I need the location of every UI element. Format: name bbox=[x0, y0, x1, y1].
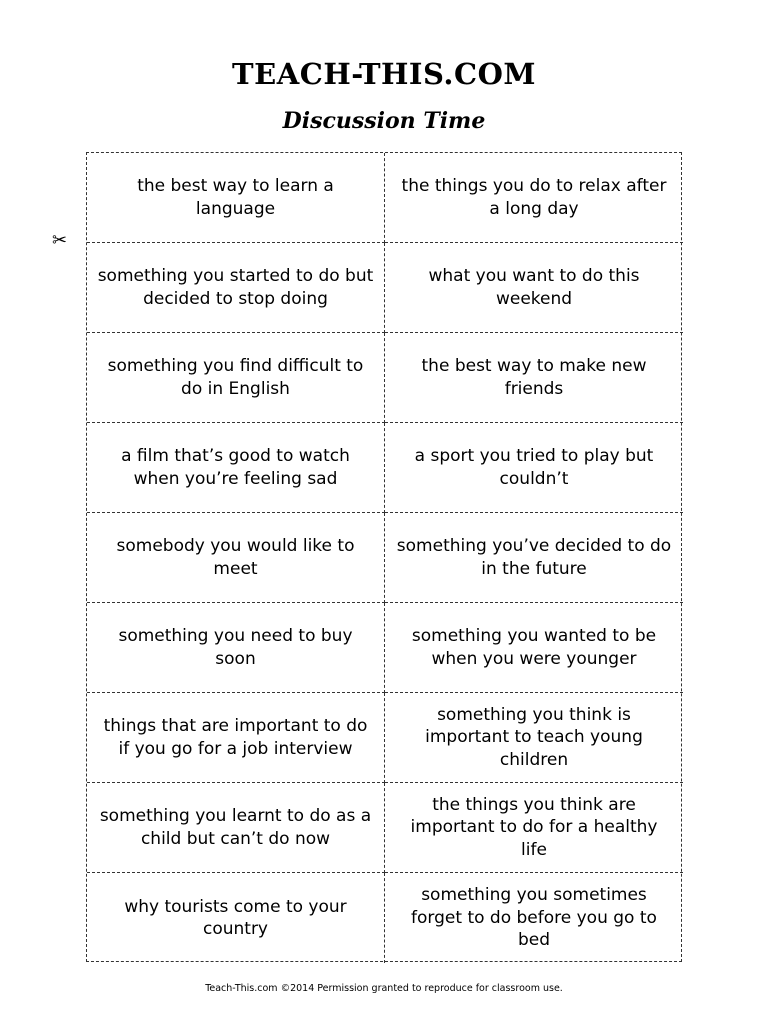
discussion-card: somebody you would like to meet bbox=[87, 513, 385, 603]
discussion-card: something you sometimes forget to do before you go to bed bbox=[411, 885, 657, 951]
discussion-card: why tourists come to your country bbox=[87, 873, 385, 963]
discussion-card: the best way to make new friends bbox=[385, 333, 683, 423]
footer-copyright: Teach-This.com ©2014 Permission granted to reproduce for classroom use. bbox=[205, 983, 563, 994]
discussion-card: something you’ve decided to do in the future bbox=[385, 513, 683, 603]
discussion-card: something you find difficult to do in English bbox=[87, 333, 385, 423]
discussion-card: the things you think are important to do for a healthy life bbox=[385, 783, 683, 873]
discussion-card: something you wanted to be when you were younger bbox=[385, 603, 683, 693]
discussion-card: a film that’s good to watch when you’re feeling sad bbox=[87, 423, 385, 513]
discussion-card: something you learnt to do as a child but can’t do now bbox=[87, 783, 385, 873]
card-grid bbox=[86, 152, 682, 962]
sheet-title: Discussion Time bbox=[282, 108, 486, 134]
discussion-card: the things you do to relax after a long day bbox=[385, 153, 683, 243]
discussion-card: what you want to do this weekend bbox=[385, 243, 683, 333]
discussion-card: something you need to buy soon bbox=[87, 603, 385, 693]
discussion-card: things that are important to do if you go for a job interview bbox=[87, 693, 385, 783]
discussion-card: something you think is important to teach young children bbox=[385, 693, 683, 783]
discussion-card: a sport you tried to play but couldn’t bbox=[385, 423, 683, 513]
discussion-card: something you started to do but decided to stop doing bbox=[87, 243, 385, 333]
site-title: TEACH-THIS.COM bbox=[232, 57, 536, 91]
discussion-card: the best way to learn a language bbox=[87, 153, 385, 243]
scissors-icon: ✂ bbox=[52, 230, 68, 251]
